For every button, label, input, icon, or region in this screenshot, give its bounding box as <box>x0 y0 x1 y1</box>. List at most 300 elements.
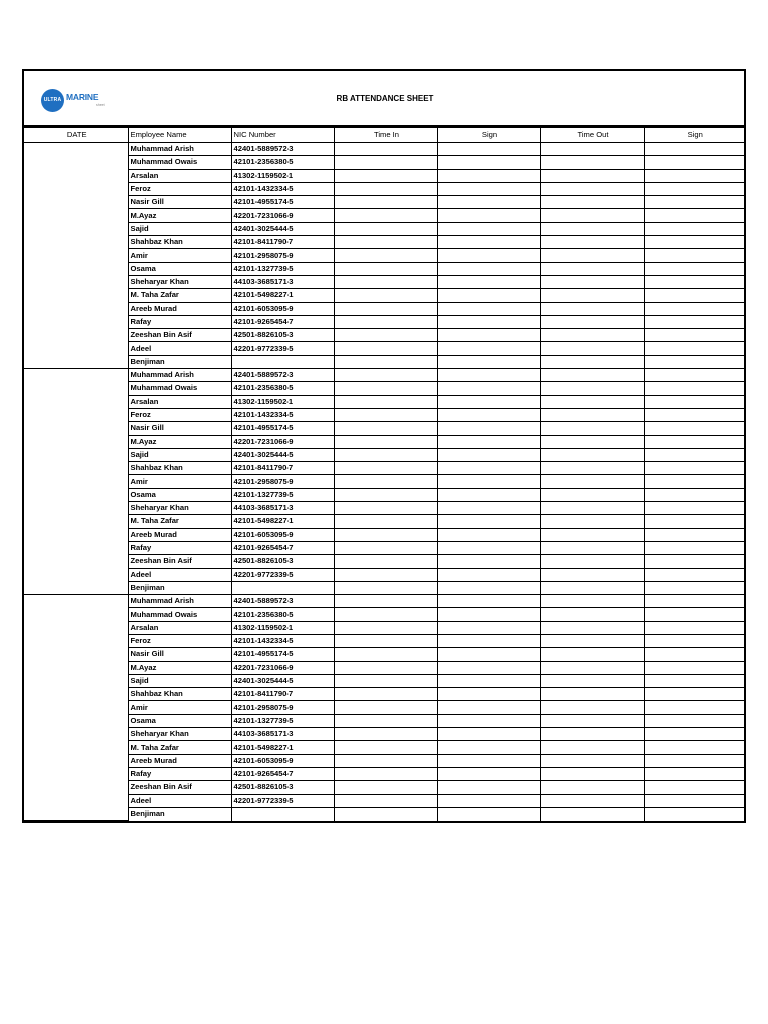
sign-out-cell[interactable] <box>644 674 744 687</box>
time-in-cell[interactable] <box>334 555 437 568</box>
time-out-cell[interactable] <box>540 382 644 395</box>
sign-out-cell[interactable] <box>644 595 744 608</box>
time-out-cell[interactable] <box>540 794 644 807</box>
sign-in-cell[interactable] <box>437 435 540 448</box>
sign-in-cell[interactable] <box>437 634 540 647</box>
table-row <box>24 169 744 182</box>
time-out-cell[interactable] <box>540 196 644 209</box>
sign-out-cell[interactable] <box>644 249 744 262</box>
time-out-cell[interactable] <box>540 701 644 714</box>
time-in-cell[interactable] <box>334 342 437 355</box>
sign-in-cell[interactable] <box>437 448 540 461</box>
sign-in-cell[interactable] <box>437 342 540 355</box>
sign-out-cell[interactable] <box>644 275 744 288</box>
nic-number-cell: 42401-3025444-5 <box>231 222 334 235</box>
time-out-cell[interactable] <box>540 222 644 235</box>
sign-out-cell[interactable] <box>644 262 744 275</box>
sign-out-cell[interactable] <box>644 156 744 169</box>
sign-out-cell[interactable] <box>644 169 744 182</box>
sign-out-cell[interactable] <box>644 781 744 794</box>
sign-in-cell[interactable] <box>437 568 540 581</box>
time-out-cell[interactable] <box>540 515 644 528</box>
sign-in-cell[interactable] <box>437 302 540 315</box>
nic-number-cell: 42101-9265454-7 <box>231 541 334 554</box>
time-in-cell[interactable] <box>334 462 437 475</box>
time-out-cell[interactable] <box>540 581 644 594</box>
table-row <box>24 648 744 661</box>
sheet-header <box>24 71 744 127</box>
time-in-cell[interactable] <box>334 728 437 741</box>
column-header-date: DATE <box>24 128 128 143</box>
nic-number-cell: 42201-7231066-9 <box>231 435 334 448</box>
sign-in-cell[interactable] <box>437 767 540 780</box>
sign-out-cell[interactable] <box>644 555 744 568</box>
table-row <box>24 196 744 209</box>
time-out-cell[interactable] <box>540 143 644 156</box>
table-row <box>24 515 744 528</box>
time-out-cell[interactable] <box>540 355 644 368</box>
time-out-cell[interactable] <box>540 608 644 621</box>
sign-out-cell[interactable] <box>644 541 744 554</box>
logo-sub-text: sheet <box>96 103 105 107</box>
table-row <box>24 608 744 621</box>
time-in-cell[interactable] <box>334 714 437 727</box>
time-in-cell[interactable] <box>334 794 437 807</box>
sign-out-cell[interactable] <box>644 355 744 368</box>
time-in-cell[interactable] <box>334 422 437 435</box>
time-out-cell[interactable] <box>540 156 644 169</box>
table-row <box>24 528 744 541</box>
employee-name-cell: Feroz <box>128 408 231 421</box>
sign-out-cell[interactable] <box>644 196 744 209</box>
sign-in-cell[interactable] <box>437 395 540 408</box>
employee-name-cell: M. Taha Zafar <box>128 515 231 528</box>
sign-in-cell[interactable] <box>437 182 540 195</box>
time-in-cell[interactable] <box>334 568 437 581</box>
sign-out-cell[interactable] <box>644 422 744 435</box>
nic-number-cell <box>231 807 334 820</box>
sign-in-cell[interactable] <box>437 608 540 621</box>
sign-in-cell[interactable] <box>437 369 540 382</box>
time-out-cell[interactable] <box>540 648 644 661</box>
time-in-cell[interactable] <box>334 302 437 315</box>
time-in-cell[interactable] <box>334 502 437 515</box>
sign-out-cell[interactable] <box>644 475 744 488</box>
sign-in-cell[interactable] <box>437 741 540 754</box>
time-in-cell[interactable] <box>334 275 437 288</box>
nic-number-cell: 42201-9772339-5 <box>231 342 334 355</box>
time-out-cell[interactable] <box>540 289 644 302</box>
sign-in-cell[interactable] <box>437 581 540 594</box>
nic-number-cell: 42101-4955174-5 <box>231 422 334 435</box>
sign-in-cell[interactable] <box>437 621 540 634</box>
time-out-cell[interactable] <box>540 728 644 741</box>
time-in-cell[interactable] <box>334 754 437 767</box>
time-in-cell[interactable] <box>334 222 437 235</box>
time-in-cell[interactable] <box>334 395 437 408</box>
sign-out-cell[interactable] <box>644 236 744 249</box>
table-row <box>24 621 744 634</box>
time-in-cell[interactable] <box>334 143 437 156</box>
sign-in-cell[interactable] <box>437 688 540 701</box>
sign-in-cell[interactable] <box>437 541 540 554</box>
nic-number-cell: 44103-3685171-3 <box>231 502 334 515</box>
time-in-cell[interactable] <box>334 807 437 820</box>
employee-name-cell: Sheharyar Khan <box>128 275 231 288</box>
time-in-cell[interactable] <box>334 528 437 541</box>
time-out-cell[interactable] <box>540 262 644 275</box>
nic-number-cell: 42101-5498227-1 <box>231 515 334 528</box>
time-out-cell[interactable] <box>540 408 644 421</box>
sign-in-cell[interactable] <box>437 807 540 820</box>
employee-name-cell: Zeeshan Bin Asif <box>128 781 231 794</box>
time-out-cell[interactable] <box>540 688 644 701</box>
nic-number-cell: 41302-1159502-1 <box>231 395 334 408</box>
time-in-cell[interactable] <box>334 688 437 701</box>
table-row <box>24 741 744 754</box>
sign-out-cell[interactable] <box>644 382 744 395</box>
time-in-cell[interactable] <box>334 315 437 328</box>
employee-name-cell: Sajid <box>128 448 231 461</box>
table-row <box>24 754 744 767</box>
sign-in-cell[interactable] <box>437 262 540 275</box>
time-out-cell[interactable] <box>540 754 644 767</box>
time-out-cell[interactable] <box>540 169 644 182</box>
time-in-cell[interactable] <box>334 355 437 368</box>
time-out-cell[interactable] <box>540 342 644 355</box>
time-in-cell[interactable] <box>334 249 437 262</box>
sign-in-cell[interactable] <box>437 794 540 807</box>
sign-in-cell[interactable] <box>437 169 540 182</box>
sign-out-cell[interactable] <box>644 714 744 727</box>
time-out-cell[interactable] <box>540 781 644 794</box>
time-in-cell[interactable] <box>334 475 437 488</box>
sign-in-cell[interactable] <box>437 515 540 528</box>
sign-out-cell[interactable] <box>644 754 744 767</box>
time-out-cell[interactable] <box>540 634 644 647</box>
sign-in-cell[interactable] <box>437 289 540 302</box>
sign-out-cell[interactable] <box>644 741 744 754</box>
nic-number-cell: 42101-8411790-7 <box>231 688 334 701</box>
sign-in-cell[interactable] <box>437 222 540 235</box>
time-out-cell[interactable] <box>540 767 644 780</box>
sign-out-cell[interactable] <box>644 767 744 780</box>
sign-out-cell[interactable] <box>644 222 744 235</box>
nic-number-cell: 42101-2356380-5 <box>231 156 334 169</box>
sign-in-cell[interactable] <box>437 236 540 249</box>
table-row <box>24 568 744 581</box>
sign-in-cell[interactable] <box>437 661 540 674</box>
time-out-cell[interactable] <box>540 555 644 568</box>
sign-out-cell[interactable] <box>644 502 744 515</box>
time-out-cell[interactable] <box>540 209 644 222</box>
employee-name-cell: Muhammad Owais <box>128 156 231 169</box>
employee-name-cell: Benjiman <box>128 581 231 594</box>
nic-number-cell: 42101-9265454-7 <box>231 315 334 328</box>
nic-number-cell: 42401-3025444-5 <box>231 674 334 687</box>
sign-in-cell[interactable] <box>437 462 540 475</box>
employee-name-cell: M. Taha Zafar <box>128 289 231 302</box>
sign-out-cell[interactable] <box>644 435 744 448</box>
time-in-cell[interactable] <box>334 488 437 501</box>
time-out-cell[interactable] <box>540 315 644 328</box>
sign-out-cell[interactable] <box>644 395 744 408</box>
sign-in-cell[interactable] <box>437 422 540 435</box>
time-in-cell[interactable] <box>334 329 437 342</box>
sign-out-cell[interactable] <box>644 209 744 222</box>
nic-number-cell: 42101-2958075-9 <box>231 475 334 488</box>
sign-in-cell[interactable] <box>437 156 540 169</box>
time-out-cell[interactable] <box>540 236 644 249</box>
logo-circle-icon: ULTRA <box>41 89 64 112</box>
column-header-time-in: Time In <box>334 128 437 143</box>
sign-out-cell[interactable] <box>644 369 744 382</box>
nic-number-cell: 42101-2958075-9 <box>231 701 334 714</box>
time-in-cell[interactable] <box>334 515 437 528</box>
nic-number-cell: 42201-7231066-9 <box>231 209 334 222</box>
table-row <box>24 794 744 807</box>
sign-in-cell[interactable] <box>437 488 540 501</box>
time-out-cell[interactable] <box>540 369 644 382</box>
sign-out-cell[interactable] <box>644 807 744 820</box>
sign-out-cell[interactable] <box>644 608 744 621</box>
sign-in-cell[interactable] <box>437 728 540 741</box>
sign-in-cell[interactable] <box>437 329 540 342</box>
table-row <box>24 714 744 727</box>
time-out-cell[interactable] <box>540 448 644 461</box>
sign-out-cell[interactable] <box>644 143 744 156</box>
nic-number-cell: 42101-9265454-7 <box>231 767 334 780</box>
nic-number-cell <box>231 355 334 368</box>
employee-name-cell: Feroz <box>128 634 231 647</box>
employee-name-cell: Shahbaz Khan <box>128 688 231 701</box>
sign-in-cell[interactable] <box>437 249 540 262</box>
table-row <box>24 541 744 554</box>
sign-out-cell[interactable] <box>644 701 744 714</box>
sign-out-cell[interactable] <box>644 568 744 581</box>
nic-number-cell: 42101-2356380-5 <box>231 608 334 621</box>
sign-out-cell[interactable] <box>644 315 744 328</box>
nic-number-cell: 41302-1159502-1 <box>231 621 334 634</box>
table-row <box>24 236 744 249</box>
time-in-cell[interactable] <box>334 196 437 209</box>
time-out-cell[interactable] <box>540 462 644 475</box>
nic-number-cell: 42101-2356380-5 <box>231 382 334 395</box>
nic-number-cell: 42101-1327739-5 <box>231 262 334 275</box>
sign-out-cell[interactable] <box>644 648 744 661</box>
time-out-cell[interactable] <box>540 475 644 488</box>
sign-in-cell[interactable] <box>437 408 540 421</box>
sign-in-cell[interactable] <box>437 648 540 661</box>
time-out-cell[interactable] <box>540 528 644 541</box>
time-in-cell[interactable] <box>334 435 437 448</box>
time-out-cell[interactable] <box>540 595 644 608</box>
time-in-cell[interactable] <box>334 741 437 754</box>
sign-in-cell[interactable] <box>437 315 540 328</box>
sign-out-cell[interactable] <box>644 581 744 594</box>
table-row <box>24 701 744 714</box>
employee-name-cell: Rafay <box>128 315 231 328</box>
nic-number-cell: 44103-3685171-3 <box>231 275 334 288</box>
sign-out-cell[interactable] <box>644 661 744 674</box>
time-out-cell[interactable] <box>540 488 644 501</box>
time-in-cell[interactable] <box>334 262 437 275</box>
sign-out-cell[interactable] <box>644 728 744 741</box>
employee-name-cell: Areeb Murad <box>128 528 231 541</box>
sign-out-cell[interactable] <box>644 634 744 647</box>
sign-in-cell[interactable] <box>437 143 540 156</box>
time-out-cell[interactable] <box>540 329 644 342</box>
sign-out-cell[interactable] <box>644 329 744 342</box>
employee-name-cell: Muhammad Owais <box>128 382 231 395</box>
time-in-cell[interactable] <box>334 648 437 661</box>
table-row <box>24 382 744 395</box>
time-in-cell[interactable] <box>334 595 437 608</box>
time-in-cell[interactable] <box>334 581 437 594</box>
time-out-cell[interactable] <box>540 568 644 581</box>
time-in-cell[interactable] <box>334 541 437 554</box>
nic-number-cell: 44103-3685171-3 <box>231 728 334 741</box>
time-out-cell[interactable] <box>540 275 644 288</box>
sign-out-cell[interactable] <box>644 182 744 195</box>
sign-out-cell[interactable] <box>644 621 744 634</box>
nic-number-cell: 42501-8826105-3 <box>231 781 334 794</box>
time-in-cell[interactable] <box>334 209 437 222</box>
time-out-cell[interactable] <box>540 435 644 448</box>
sign-out-cell[interactable] <box>644 462 744 475</box>
time-out-cell[interactable] <box>540 741 644 754</box>
sign-out-cell[interactable] <box>644 408 744 421</box>
employee-name-cell: Amir <box>128 475 231 488</box>
nic-number-cell: 42101-1327739-5 <box>231 714 334 727</box>
time-in-cell[interactable] <box>334 369 437 382</box>
table-row <box>24 475 744 488</box>
table-row <box>24 674 744 687</box>
sign-in-cell[interactable] <box>437 555 540 568</box>
sign-in-cell[interactable] <box>437 475 540 488</box>
employee-name-cell: Rafay <box>128 541 231 554</box>
employee-name-cell: Zeeshan Bin Asif <box>128 555 231 568</box>
sign-out-cell[interactable] <box>644 688 744 701</box>
table-row <box>24 209 744 222</box>
sign-in-cell[interactable] <box>437 382 540 395</box>
nic-number-cell: 42101-1327739-5 <box>231 488 334 501</box>
time-out-cell[interactable] <box>540 422 644 435</box>
attendance-sheet <box>22 69 746 823</box>
sign-in-cell[interactable] <box>437 701 540 714</box>
table-row <box>24 369 744 382</box>
time-in-cell[interactable] <box>334 781 437 794</box>
nic-number-cell: 42201-9772339-5 <box>231 568 334 581</box>
sign-in-cell[interactable] <box>437 674 540 687</box>
sign-in-cell[interactable] <box>437 275 540 288</box>
sign-out-cell[interactable] <box>644 289 744 302</box>
sign-out-cell[interactable] <box>644 302 744 315</box>
sign-in-cell[interactable] <box>437 355 540 368</box>
time-out-cell[interactable] <box>540 714 644 727</box>
table-row <box>24 661 744 674</box>
sign-in-cell[interactable] <box>437 781 540 794</box>
time-out-cell[interactable] <box>540 182 644 195</box>
time-out-cell[interactable] <box>540 249 644 262</box>
time-in-cell[interactable] <box>334 608 437 621</box>
time-out-cell[interactable] <box>540 502 644 515</box>
employee-name-cell: Sajid <box>128 674 231 687</box>
time-in-cell[interactable] <box>334 156 437 169</box>
sign-in-cell[interactable] <box>437 209 540 222</box>
sheet-title: RB ATTENDANCE SHEET <box>336 94 434 103</box>
employee-name-cell: Shahbaz Khan <box>128 462 231 475</box>
date-cell[interactable] <box>24 143 128 369</box>
sign-in-cell[interactable] <box>437 196 540 209</box>
sign-out-cell[interactable] <box>644 528 744 541</box>
time-in-cell[interactable] <box>334 674 437 687</box>
employee-name-cell: Muhammad Arish <box>128 595 231 608</box>
time-in-cell[interactable] <box>334 634 437 647</box>
date-cell[interactable] <box>24 595 128 821</box>
time-out-cell[interactable] <box>540 674 644 687</box>
table-row <box>24 222 744 235</box>
time-out-cell[interactable] <box>540 302 644 315</box>
sign-in-cell[interactable] <box>437 502 540 515</box>
sign-out-cell[interactable] <box>644 488 744 501</box>
time-in-cell[interactable] <box>334 289 437 302</box>
column-header-employee-name: Employee Name <box>128 128 231 143</box>
sign-in-cell[interactable] <box>437 714 540 727</box>
time-out-cell[interactable] <box>540 395 644 408</box>
employee-name-cell: Shahbaz Khan <box>128 236 231 249</box>
nic-number-cell <box>231 581 334 594</box>
sign-out-cell[interactable] <box>644 794 744 807</box>
time-out-cell[interactable] <box>540 541 644 554</box>
time-in-cell[interactable] <box>334 448 437 461</box>
employee-name-cell: Sheharyar Khan <box>128 728 231 741</box>
time-out-cell[interactable] <box>540 621 644 634</box>
employee-name-cell: M.Ayaz <box>128 209 231 222</box>
time-in-cell[interactable] <box>334 182 437 195</box>
employee-name-cell: Adeel <box>128 794 231 807</box>
sign-out-cell[interactable] <box>644 342 744 355</box>
sign-out-cell[interactable] <box>644 448 744 461</box>
time-in-cell[interactable] <box>334 767 437 780</box>
sign-out-cell[interactable] <box>644 515 744 528</box>
table-row <box>24 289 744 302</box>
time-out-cell[interactable] <box>540 807 644 820</box>
table-row <box>24 462 744 475</box>
time-out-cell[interactable] <box>540 661 644 674</box>
sign-in-cell[interactable] <box>437 595 540 608</box>
table-row <box>24 182 744 195</box>
time-in-cell[interactable] <box>334 661 437 674</box>
time-in-cell[interactable] <box>334 701 437 714</box>
employee-name-cell: Amir <box>128 249 231 262</box>
sign-in-cell[interactable] <box>437 754 540 767</box>
time-in-cell[interactable] <box>334 169 437 182</box>
table-row <box>24 249 744 262</box>
nic-number-cell: 41302-1159502-1 <box>231 169 334 182</box>
sign-in-cell[interactable] <box>437 528 540 541</box>
nic-number-cell: 42101-8411790-7 <box>231 462 334 475</box>
time-in-cell[interactable] <box>334 408 437 421</box>
nic-number-cell: 42501-8826105-3 <box>231 329 334 342</box>
time-in-cell[interactable] <box>334 236 437 249</box>
employee-name-cell: M. Taha Zafar <box>128 741 231 754</box>
table-row <box>24 728 744 741</box>
time-in-cell[interactable] <box>334 382 437 395</box>
date-cell[interactable] <box>24 369 128 595</box>
time-in-cell[interactable] <box>334 621 437 634</box>
table-row <box>24 502 744 515</box>
